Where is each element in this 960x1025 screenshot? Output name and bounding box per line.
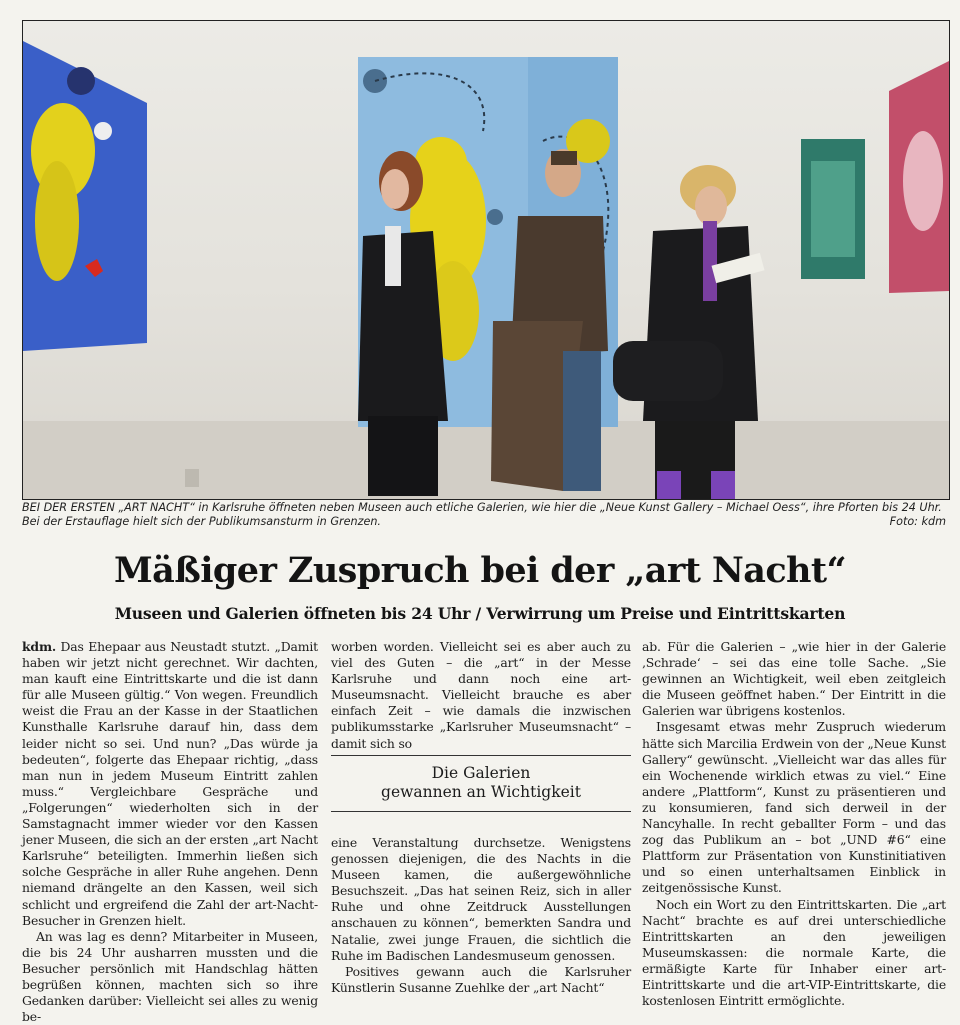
- paragraph: kdm. Das Ehepaar aus Neustadt stutzt. „Damit haben wir jetzt nicht gerechnet. Wir dachten, man kauft eine Eintrittskarte und die ist dann für alle Museen gültig.“ Von wegen. Freundlich weist die Frau an der Kasse in der Staatlichen Kunsthalle Karlsruhe darauf hin, dass dem leider nicht so sei. Und nun? „Das würde ja bedeuten“, folgerte das Ehepaar richtig, „dass man nun in jedem Museum Eintritt zahlen muss.“ Vergleichbare Gespräche und „Folgerungen“ wiederholten sich in der Samstagnacht immer wieder vor den Kassen jener Museen, die sich an der ersten „art Nacht Karlsruhe“ beteiligten. Immerhin ließen sich solche Gespräche in aller Ruhe angehen. Denn niemand drängelte an den Kassen, weil sich schlicht und ergreifend die Zahl der art-Nacht-Besucher in Grenzen hielt.: [22, 639, 318, 928]
- paragraph: Positives gewann auch die Karlsruher Künstlerin Susanne Zuehlke der „art Nacht“: [331, 963, 631, 995]
- article-column-2-bottom: [331, 835, 631, 996]
- gallery-floor: [23, 421, 949, 499]
- painting-far-right: [889, 61, 949, 293]
- paragraph: Insgesamt etwas mehr Zuspruch wiederum hätte sich Marcilia Erdwein von der „Neue Kunst Gallery“ gewünscht. „Vielleicht war das alles für ein Wochenende wirklich etwas zu viel.“ Eine andere „Plattform“, Kunst zu präsentieren und zu konsumieren, fand sich derweil in der Nancyhalle. In recht geballter Form – und das zog das Publikum an – bot „UND #6“ eine Plattform zur Präsentation von Kunstinitiativen und so einen unterhaltsamen Einblick in zeitgenössische Kunst.: [642, 719, 946, 896]
- article-headline: Mäßiger Zuspruch bei der „art Nacht“: [114, 550, 846, 591]
- painting-left: [23, 41, 147, 351]
- paragraph: eine Veranstaltung durchsetze. Wenigstens genossen diejenigen, die des Nachts in die Museen kamen, die außergewöhnliche Besuchszeit. „Das hat seinen Reiz, sich in aller Ruhe und ohne Zeitdruck Ausstellungen anschauen zu können“, bemerkten Sandra und Natalie, zwei junge Frauen, die sichtlich die Ruhe im Badischen Landesmuseum genossen.: [331, 835, 631, 963]
- caption-lead: BEI DER ERSTEN „ART NACHT“: [22, 501, 195, 514]
- paragraph: ab. Für die Galerien – „wie hier in der Galerie ‚Schrade‘ – sei das eine tolle Sache. „Sie gewinnen an Wichtigkeit, weil eben zeitgleich die Museen geöffnet haben.“ Der Eintritt in die Galerien war übrigens kostenlos.: [642, 639, 946, 719]
- gallery-photo-illustration: [23, 21, 949, 499]
- article-column-1: [22, 639, 318, 1025]
- paragraph: Noch ein Wort zu den Eintrittskarten. Die „art Nacht“ brachte es auf drei unterschiedliche Eintrittskarten an den jeweiligen Museumskassen: die normale Karte, die ermäßigte Karte für Inhaber einer art-Eintrittskarte und die art-VIP-Eintrittskarte, die kostenlosen Eintritt ermöglichte.: [642, 896, 946, 1009]
- article-interhead: [331, 755, 631, 812]
- byline: kdm.: [22, 639, 57, 654]
- interhead-line-1: Die Galerien: [431, 764, 531, 782]
- wall-socket: [185, 469, 199, 487]
- paragraph: An was lag es denn? Mitarbeiter in Museen, die bis 24 Uhr ausharren mussten und die Besucher persönlich mit Handschlag hätten begrüßen können, machten sich so ihre Gedanken darüber: Vielleicht sei alles zu wenig be-: [22, 928, 318, 1025]
- paragraph: worben worden. Vielleicht sei es aber auch zu viel des Guten – die „art“ in der Messe Karlsruhe und dann noch eine art-Museumsnacht. Vielleicht brauche es aber einfach Zeit – wie damals die inzwischen publikumsstarke „Karlsruher Museumsnacht“ – damit sich so: [331, 639, 631, 751]
- article-column-3: [642, 639, 946, 1009]
- interhead-line-2: gewannen an Wichtigkeit: [381, 783, 581, 801]
- photo-credit: Foto: kdm: [889, 515, 946, 528]
- caption-text: in Karlsruhe öffneten neben Museen auch etliche Galerien, wie hier die „Neue Kunst Gallery – Michael Oess“, ihre Pforten bis 24 Uhr. Bei der Erstauflage hielt sich der Publikumsansturm in Grenzen.: [22, 501, 942, 528]
- gallery-photo: [22, 20, 950, 500]
- article-subheadline: Museen und Galerien öffneten bis 24 Uhr / Verwirrung um Preise und Eintrittskarten: [114, 604, 846, 623]
- photo-caption: [22, 501, 948, 529]
- article-column-2-top: [331, 639, 631, 752]
